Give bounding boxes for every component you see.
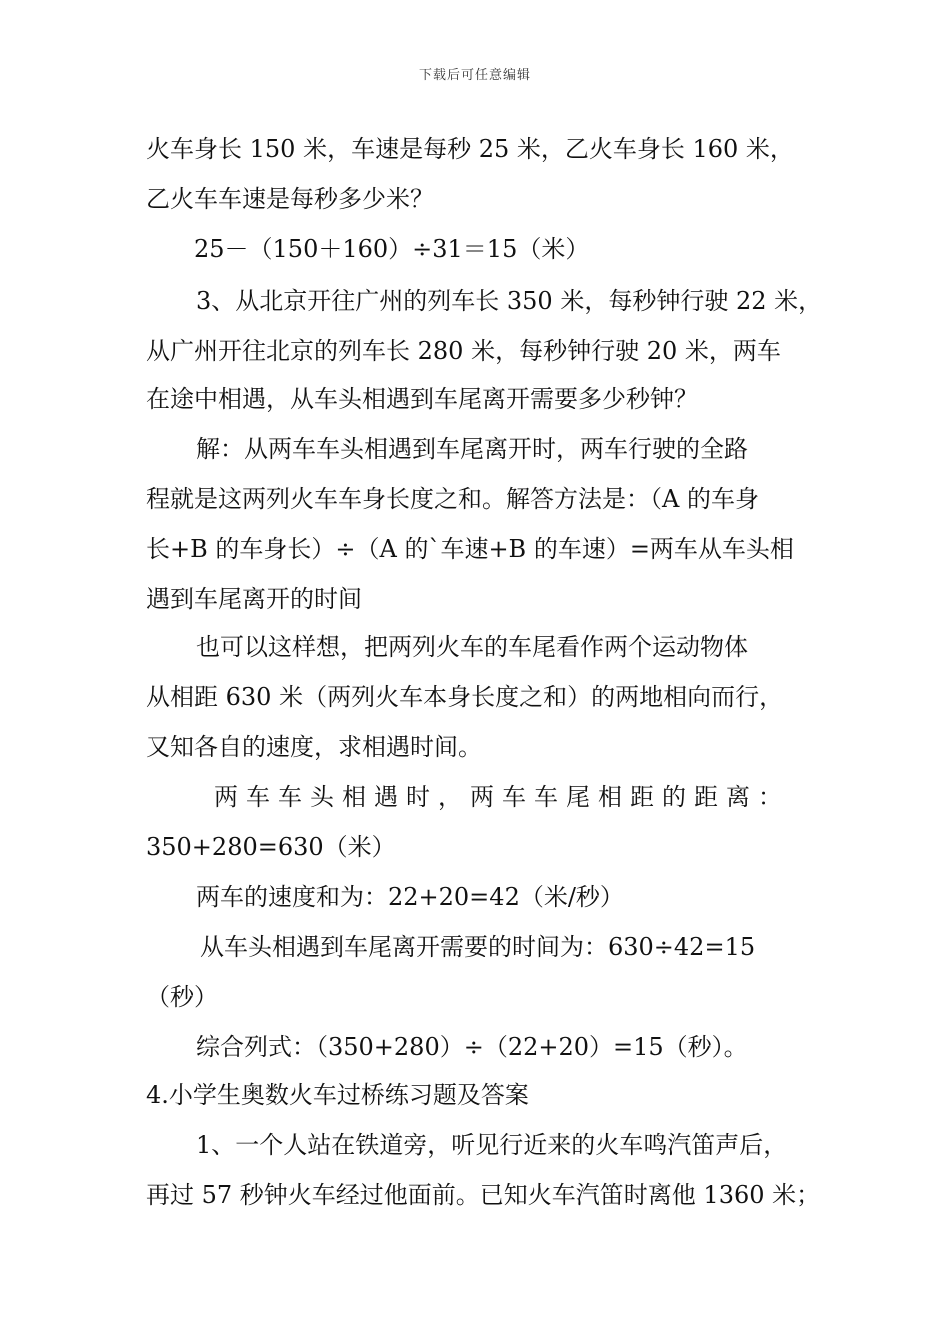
formula-line: 从车头相遇到车尾离开需要的时间为：630÷42=15 xyxy=(200,933,756,961)
formula-line: 两车的速度和为：22+20=42（米/秒） xyxy=(196,883,624,911)
formula-line: 350+280=630（米） xyxy=(146,833,396,861)
text-line: （秒） xyxy=(146,983,218,1011)
text-line: 遇到车尾离开的时间 xyxy=(146,585,362,613)
page-header: 下载后可任意编辑 xyxy=(418,68,531,83)
text-line: 再过 57 秒钟火车经过他面前。已知火车汽笛时离他 1360 米； xyxy=(146,1181,821,1209)
formula-line: 25－（150＋160）÷31＝15（米） xyxy=(194,235,590,263)
problem-1-line: 1、一个人站在铁道旁，听见行近来的火车鸣汽笛声后， xyxy=(196,1131,788,1159)
text-line: 又知各自的速度，求相遇时间。 xyxy=(146,733,482,761)
text-line: 两车车头相遇时，两车车尾相距的距离： xyxy=(214,783,790,811)
problem-3-line: 3、从北京开往广州的列车长 350 米，每秒钟行驶 22 米， xyxy=(196,287,823,315)
section-heading: 4.小学生奥数火车过桥练习题及答案 xyxy=(146,1081,529,1109)
text-line: 乙火车车速是每秒多少米？ xyxy=(146,185,434,213)
text-line: 从相距 630 米（两列火车本身长度之和）的两地相向而行， xyxy=(146,683,784,711)
formula-line: 综合列式：（350+280）÷（22+20）=15（秒）。 xyxy=(196,1033,748,1061)
text-line: 也可以这样想，把两列火车的车尾看作两个运动物体 xyxy=(196,633,748,661)
text-line: 从广州开往北京的列车长 280 米，每秒钟行驶 20 米，两车 xyxy=(146,337,781,365)
text-line: 长+B 的车身长）÷（A 的`车速+B 的车速）=两车从车头相 xyxy=(146,535,794,563)
solution-line: 解：从两车车头相遇到车尾离开时，两车行驶的全路 xyxy=(196,435,748,463)
text-line: 在途中相遇，从车头相遇到车尾离开需要多少秒钟？ xyxy=(146,385,698,413)
text-line: 火车身长 150 米，车速是每秒 25 米，乙火车身长 160 米， xyxy=(146,135,794,163)
text-line: 程就是这两列火车车身长度之和。解答方法是：（A 的车身 xyxy=(146,485,759,513)
